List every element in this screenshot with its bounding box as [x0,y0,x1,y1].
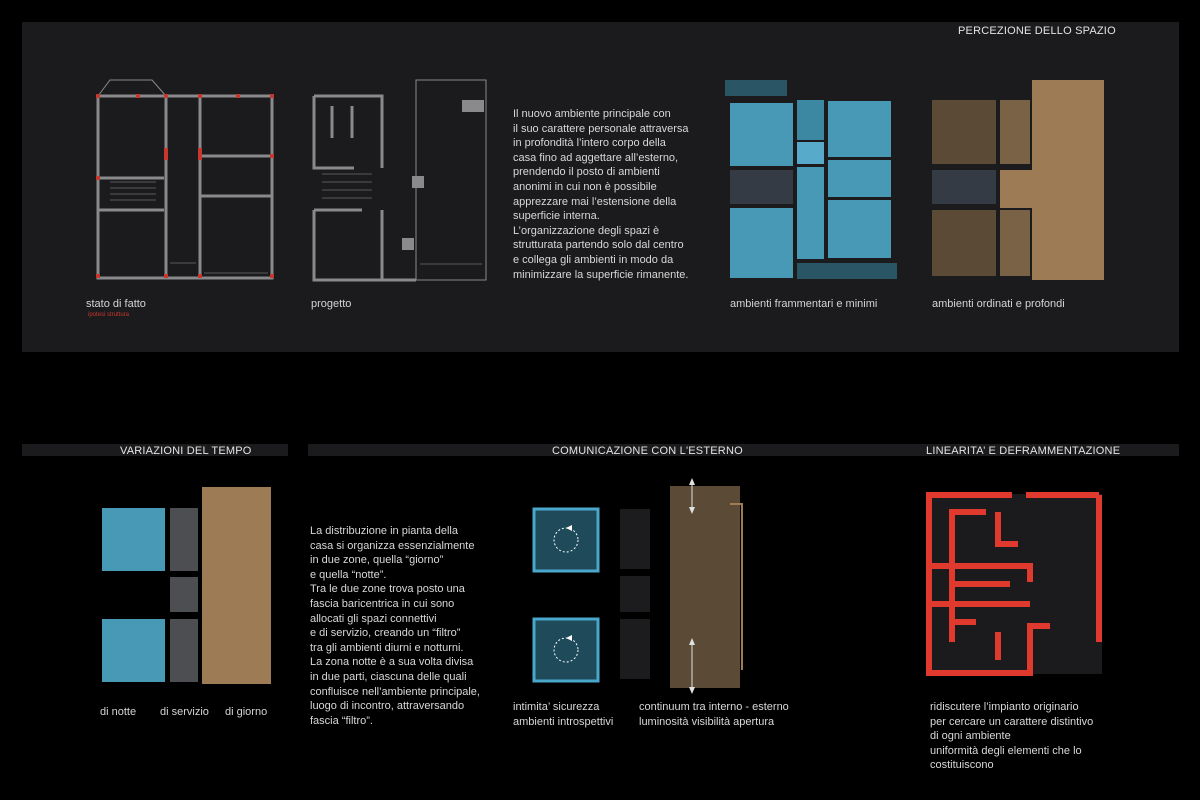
time-paragraph: La distribuzione in pianta della casa si organizza essenzialmente in due zone, quella “giorno” e quella “notte”. Tra le due zone trova posto una fascia baricentrica in cui sono allocati gli spazi connettivi e di servizio, creando un “filtro” tra gli ambienti diurni e notturni. La zona notte è a sua volta divisa in due parti, ciascuna delle quali confluisce nell’ambiente principale, luogo di incontro, attraversando fascia “filtro”. [310,525,480,727]
night-zone [102,619,165,682]
linearity-diagram [926,492,1104,676]
frag-room [730,208,793,278]
existing-floor-plan [96,78,274,280]
frag-room [797,100,824,140]
section-title-time: VARIAZIONI DEL TEMPO [120,445,252,457]
frag-strip-top [725,80,787,96]
caption-fragmented: ambienti frammentari e minimi [730,298,878,310]
frag-room [828,160,891,197]
frag-room [797,167,824,259]
caption-linearity: ridiscutere l’impianto originario per cercare un carattere distintivo di ogni ambiente uniformità degli elementi che lo costituiscono [930,701,1094,772]
frag-room [828,101,891,157]
label-night: di notte [100,706,137,718]
caption-communication-right: continuum tra interno - esterno luminosità visibilità apertura [639,701,789,728]
service-zone [170,577,198,612]
frag-strip-bottom [797,263,897,279]
service-zone [170,508,198,571]
caption-existing-note: ipotesi struttura [88,312,130,318]
section-title-communication: COMUNICAZIONE CON L'ESTERNO [552,445,743,457]
project-floor-plan [312,78,488,282]
frag-room [730,103,793,166]
frag-room [828,200,891,258]
day-zone [202,487,271,684]
label-day: di giorno [225,706,268,718]
section-title-linearity: LINEARITA’ E DEFRAMMENTAZIONE [926,445,1121,457]
caption-communication-left: intimita’ sicurezza ambienti introspettivi [513,701,614,728]
caption-project: progetto [311,298,352,310]
perception-paragraph: Il nuovo ambiente principale con il suo carattere personale attraversa in profondità l’intero corpo della casa fino ad aggettare all’esterno, prendendo il posto di ambienti anonimi in cui non è possibile apprezzare mai l’estensione della superficie interna. L’organizzazione degli spazi è strutturata partendo solo dal centro e collega gli ambienti in modo da minimizzare la superficie rimanente. [513,108,689,281]
caption-existing: stato di fatto [86,298,146,310]
frag-room [730,170,793,204]
ordered-rooms-diagram [932,80,1104,280]
night-zone [102,508,165,571]
service-zone [170,619,198,682]
frag-room [797,142,824,164]
section-title-perception: PERCEZIONE DELLO SPAZIO [958,25,1116,37]
communication-diagram [530,480,750,692]
caption-ordered: ambienti ordinati e profondi [932,298,1065,310]
label-service: di servizio [160,706,209,718]
